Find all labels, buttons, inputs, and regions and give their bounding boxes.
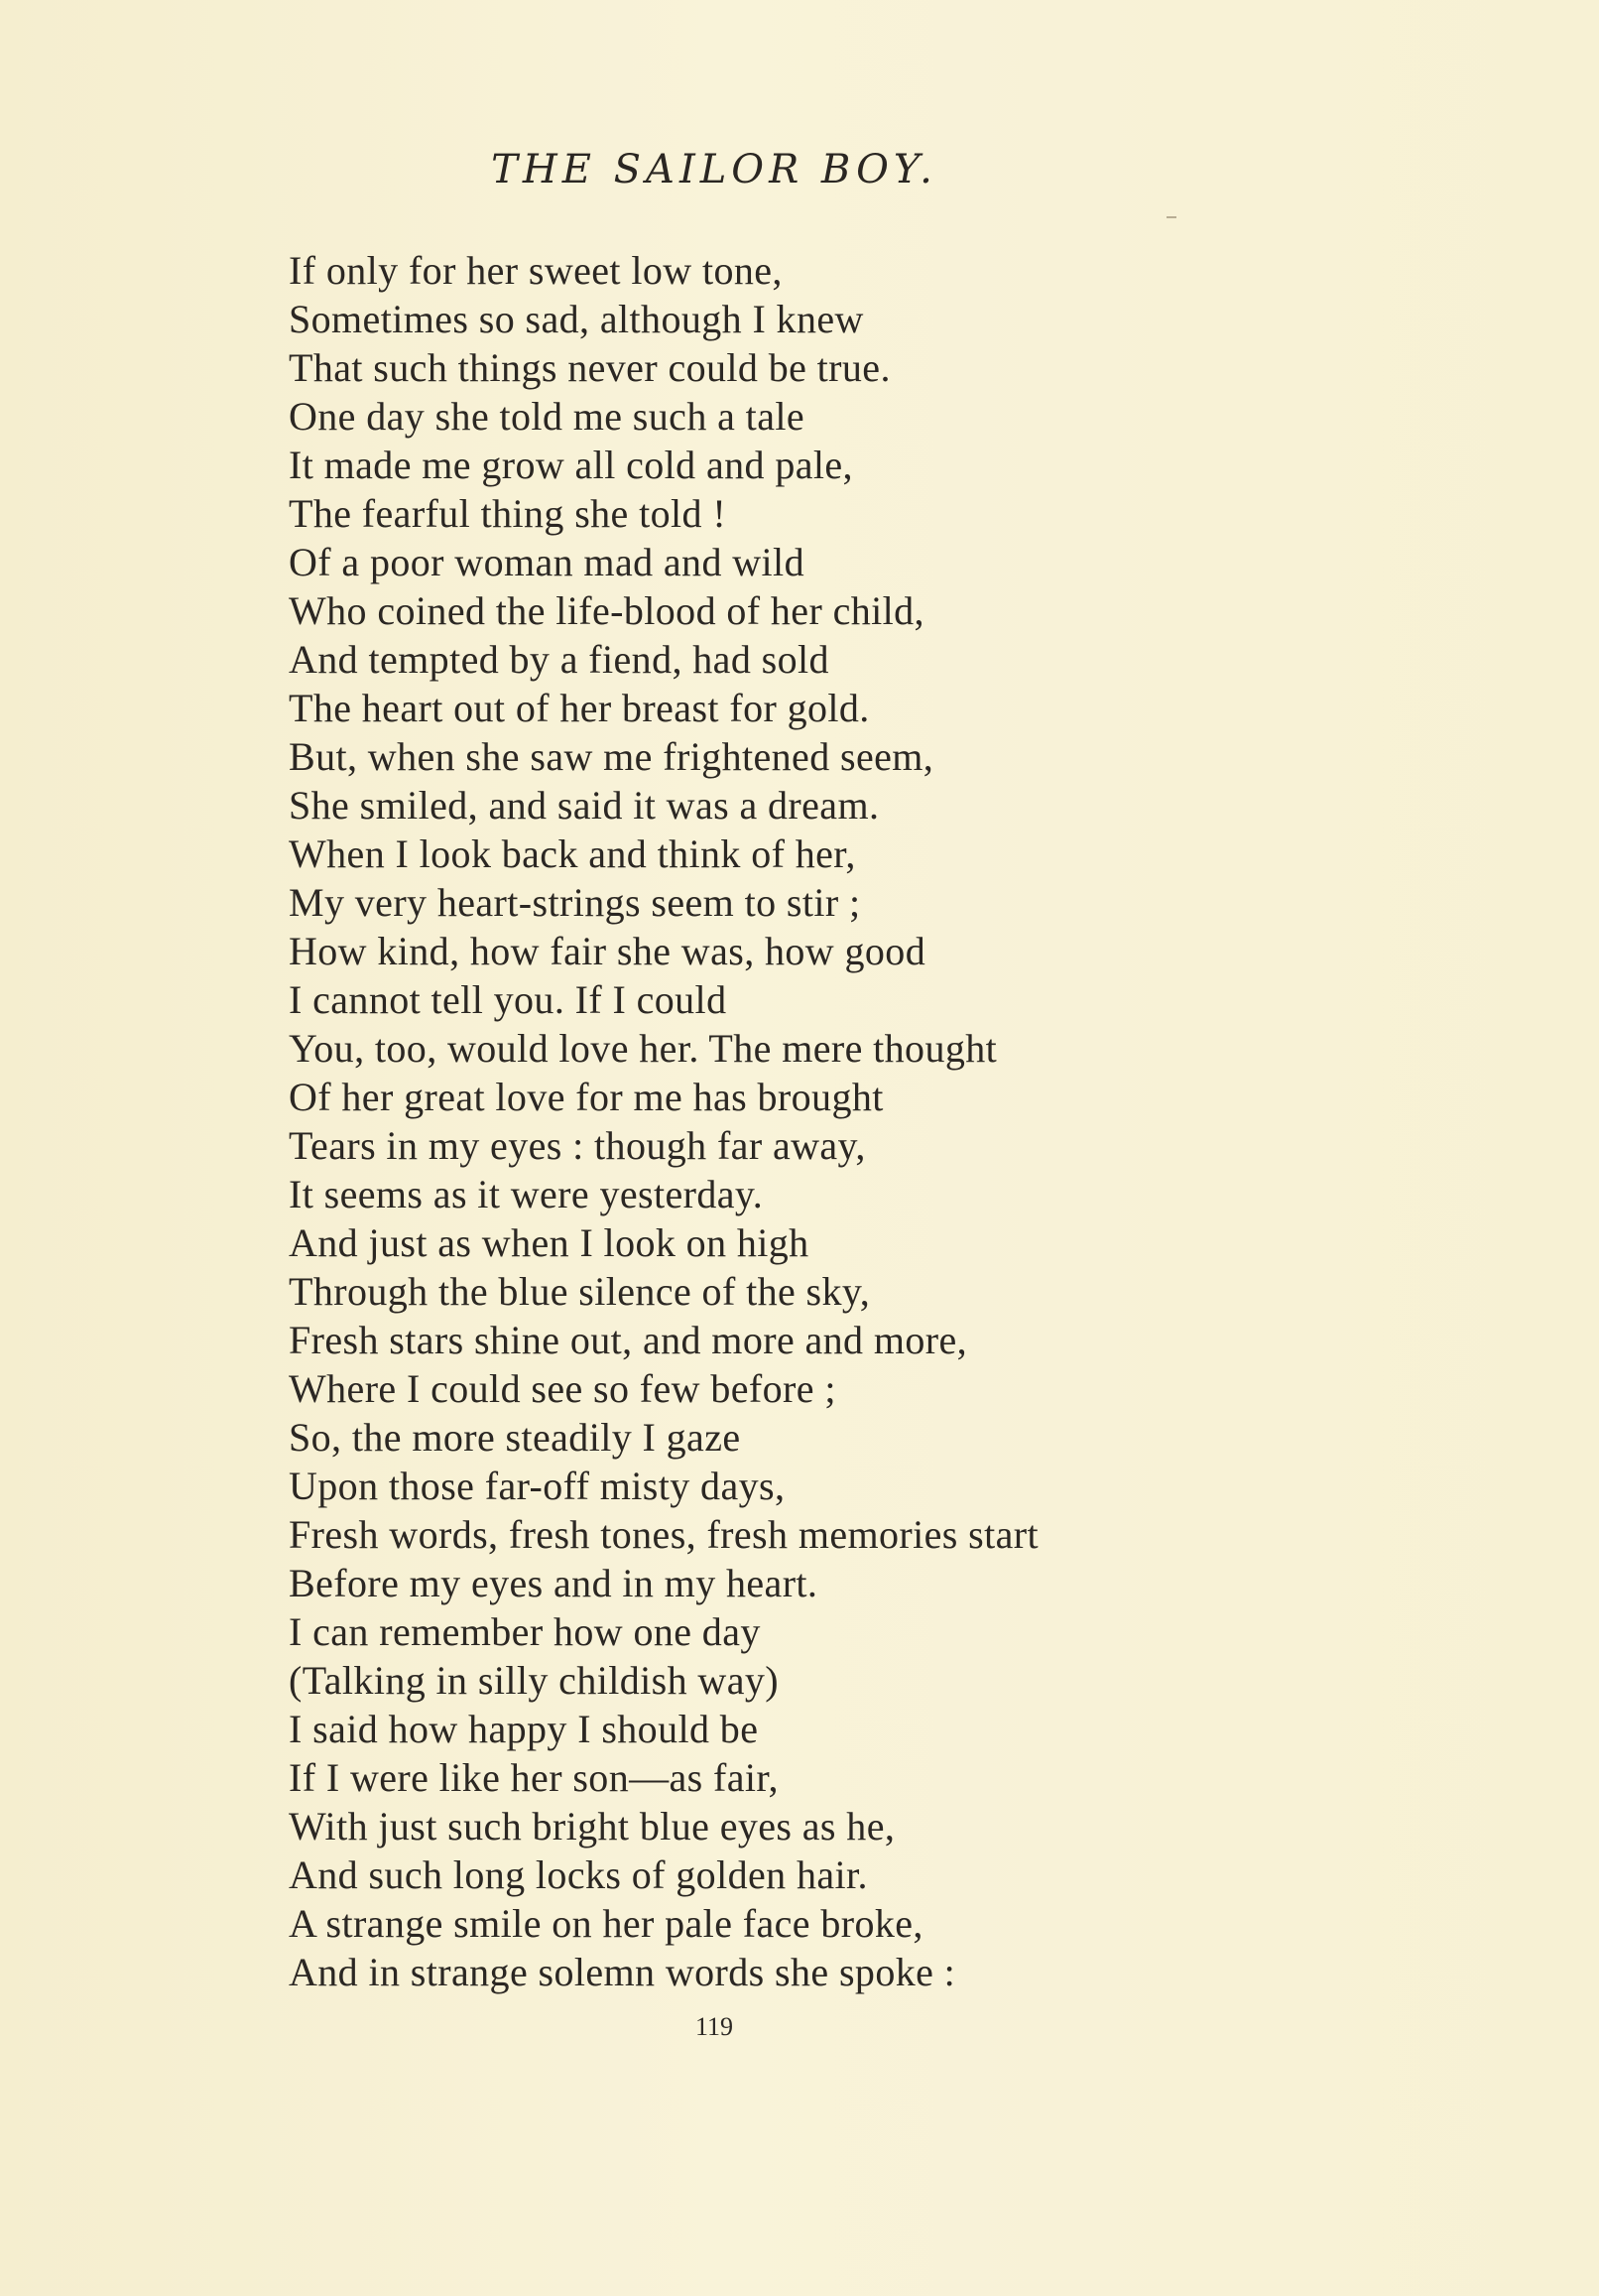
- poem-line: And just as when I look on high: [289, 1220, 809, 1265]
- poem-line: A strange smile on her pale face broke,: [289, 1901, 923, 1946]
- poem-line: When I look back and think of her,: [289, 831, 856, 876]
- poem-line: She smiled, and said it was a dream.: [289, 783, 880, 828]
- poem-line: So, the more steadily I gaze: [289, 1415, 741, 1460]
- poem-line: Of her great love for me has brought: [289, 1075, 884, 1119]
- poem-line: And such long locks of golden hair.: [289, 1852, 868, 1897]
- poem-line: But, when she saw me frightened seem,: [289, 734, 934, 779]
- paper-speck: [1167, 216, 1176, 218]
- poem-line: Fresh words, fresh tones, fresh memories start: [289, 1512, 1040, 1557]
- poem-line: Tears in my eyes : though far away,: [289, 1123, 866, 1168]
- poem-line: Fresh stars shine out, and more and more,: [289, 1318, 968, 1362]
- poem-line: With just such bright blue eyes as he,: [289, 1804, 896, 1849]
- poem-line: The fearful thing she told !: [289, 491, 727, 536]
- poem-line: Through the blue silence of the sky,: [289, 1269, 871, 1314]
- poem-line: And in strange solemn words she spoke :: [289, 1950, 956, 1994]
- running-title: THE SAILOR BOY.: [491, 147, 937, 192]
- poem-line: That such things never could be true.: [289, 345, 891, 390]
- poem-line: Upon those far-off misty days,: [289, 1464, 786, 1508]
- poem-line: It made me grow all cold and pale,: [289, 443, 853, 487]
- poem-text: [289, 246, 1039, 1996]
- poem-line: I cannot tell you. If I could: [289, 977, 727, 1022]
- poem-line: If only for her sweet low tone,: [289, 248, 783, 293]
- poem-line: It seems as it were yesterday.: [289, 1172, 764, 1216]
- poem-line: And tempted by a fiend, had sold: [289, 637, 829, 682]
- poem-line: I can remember how one day: [289, 1609, 761, 1654]
- poem-line: (Talking in silly childish way): [289, 1658, 779, 1703]
- poem-line: Where I could see so few before ;: [289, 1366, 836, 1411]
- poem-line: Of a poor woman mad and wild: [289, 540, 804, 584]
- poem-line: The heart out of her breast for gold.: [289, 686, 870, 730]
- poem-line: If I were like her son—as fair,: [289, 1755, 779, 1800]
- page-number: 119: [694, 2012, 734, 2041]
- poem-line: Sometimes so sad, although I knew: [289, 297, 864, 341]
- poem-line: One day she told me such a tale: [289, 394, 805, 439]
- poem-line: I said how happy I should be: [289, 1707, 759, 1751]
- poem-line: You, too, would love her. The mere thought: [289, 1026, 998, 1071]
- poem-line: How kind, how fair she was, how good: [289, 929, 926, 973]
- poem-line: Before my eyes and in my heart.: [289, 1561, 818, 1605]
- poem-line: Who coined the life-blood of her child,: [289, 588, 924, 633]
- poem-line: My very heart-strings seem to stir ;: [289, 880, 861, 925]
